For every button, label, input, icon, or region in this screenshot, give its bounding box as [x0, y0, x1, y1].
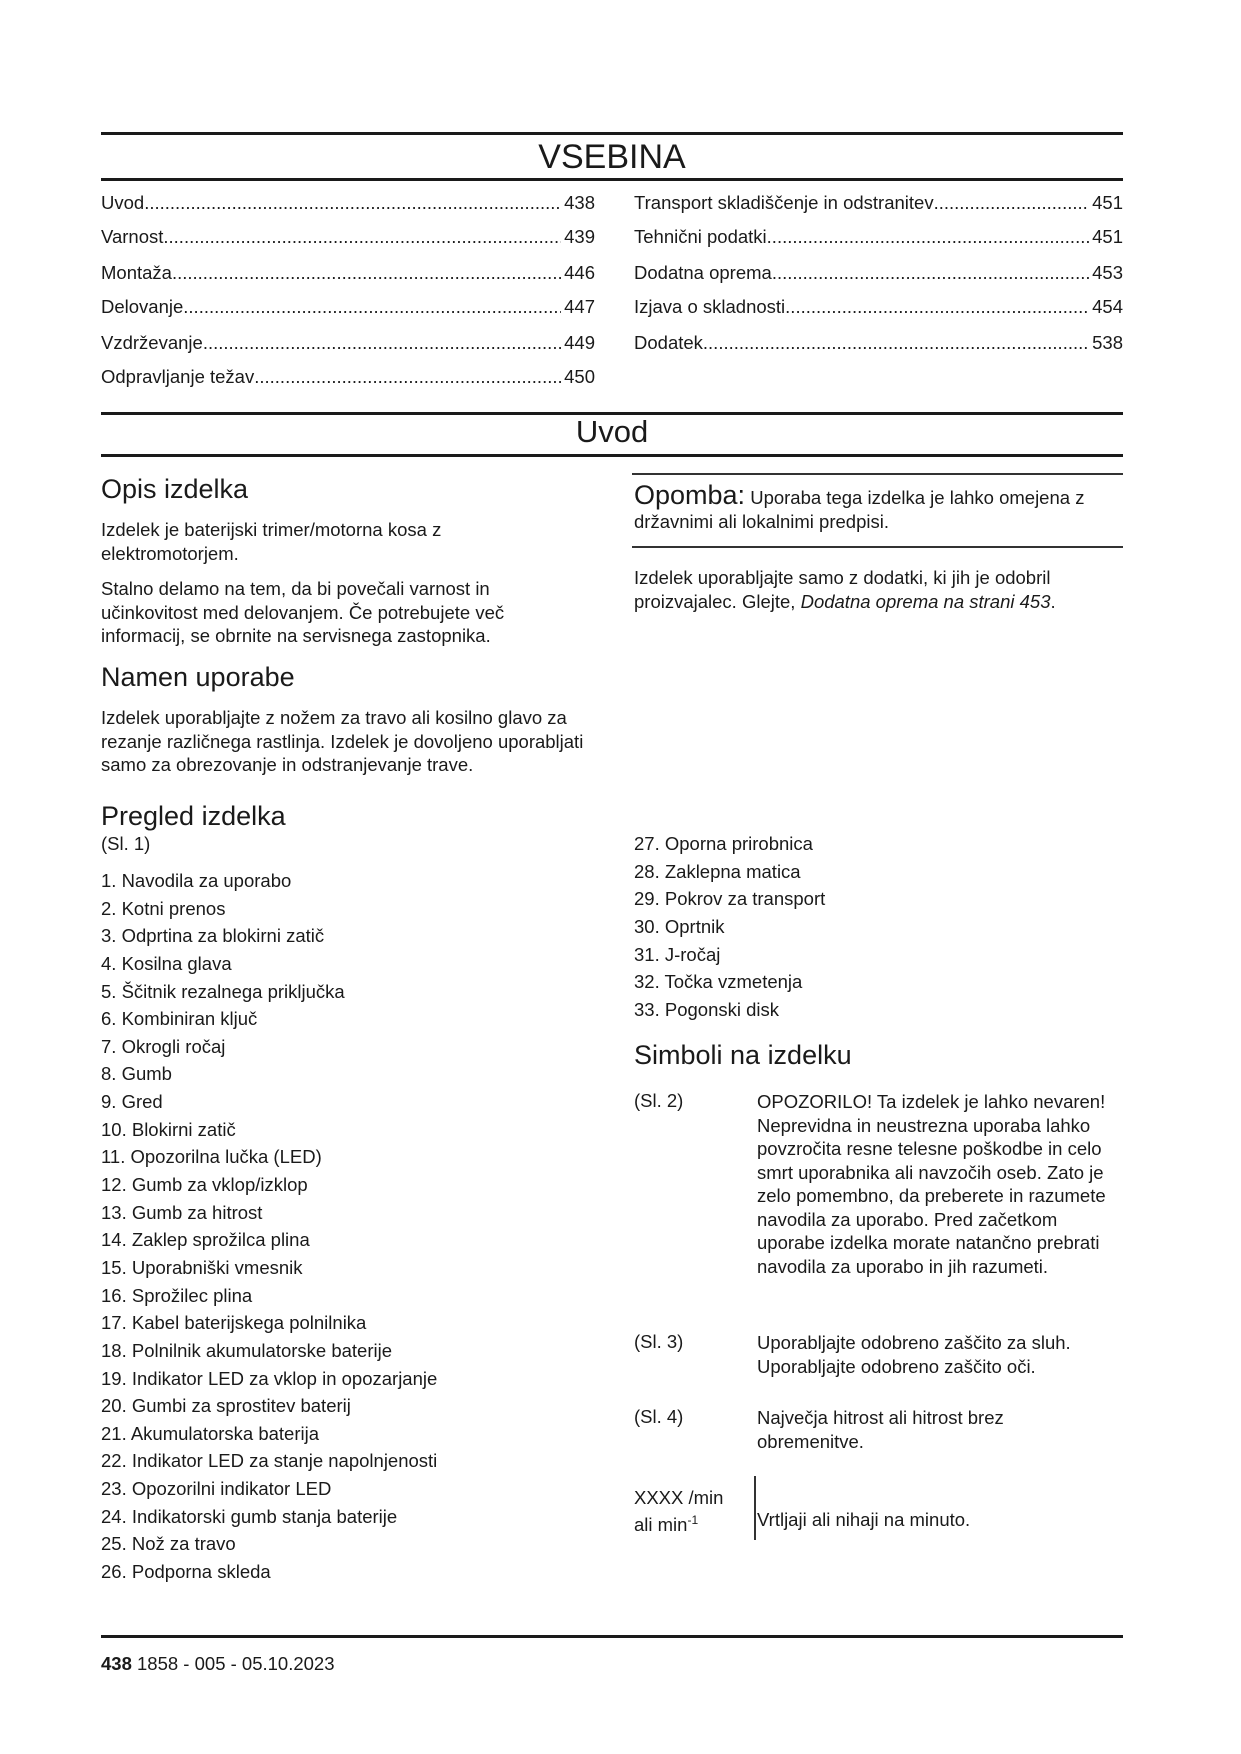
toc-entry-page: 538 [1092, 332, 1123, 353]
list-item: 15. Uporabniški vmesnik [101, 1256, 303, 1278]
list-item: 4. Kosilna glava [101, 952, 232, 974]
toc-entry[interactable] [634, 332, 1123, 354]
rpm-line-2: ali min [634, 1514, 688, 1536]
toc-entry-label: Dodatna oprema [634, 262, 772, 283]
symbol-text-2: OPOZORILO! Ta izdelek je lahko nevaren! Neprevidna in neustrezna uporaba lahko povzročita resne telesne poškodbe in celo smrt uporabnika ali navzočih oseb. Zato je zelo pomembno, da preberete in razumete navodila za uporabo. Pred začetkom uporabe izdelka morate natančno prebrati navodila za uporabo in jih razumeti. [757, 1091, 1106, 1277]
toc-entry[interactable] [634, 226, 1123, 248]
heading-opis: Opis izdelka [101, 474, 249, 504]
toc-entry-page: 447 [564, 296, 595, 317]
toc-entry[interactable] [634, 192, 1123, 214]
list-item: 1. Navodila za uporabo [101, 870, 292, 891]
symbol-text-3: Uporabljajte odobreno zaščito za sluh. Uporabljajte odobreno zaščito oči. [757, 1332, 1071, 1377]
list-item: 30. Oprtnik [634, 915, 725, 937]
accessory-link[interactable]: Dodatna oprema na strani 453 [800, 590, 1051, 612]
accessory-end: . [1050, 590, 1056, 612]
toc-leader-dots [144, 192, 561, 214]
list-item: 29. Pokrov za transport [634, 888, 826, 910]
toc-leader-dots [703, 332, 1089, 354]
toc-entry-label: Izjava o skladnosti [634, 296, 786, 317]
footer-page-number: 438 [101, 1653, 132, 1674]
toc-leader-dots [785, 296, 1089, 318]
toc-entry-label: Dodatek [634, 332, 703, 353]
symbol-text-4: Največja hitrost ali hitrost brez obremenitve. [757, 1407, 1004, 1452]
symbol-ref-2: (Sl. 2) [634, 1090, 684, 1111]
toc-entry-page: 438 [564, 192, 595, 213]
list-item: 6. Kombiniran ključ [101, 1008, 258, 1030]
note [634, 480, 1124, 533]
list-item: 21. Akumulatorska baterija [101, 1422, 320, 1444]
heading-simboli: Simboli na izdelku [634, 1040, 852, 1070]
toc-entry-page: 450 [564, 366, 595, 387]
opis-paragraph-2: Stalno delamo na tem, da bi povečali varnost in učinkovitost med delovanjem. Če potrebujete več informacij, se obrnite na servisnega zastopnika. [101, 578, 505, 646]
toc-leader-dots [163, 226, 561, 248]
rpm-divider [754, 1476, 756, 1540]
list-item: 20. Gumbi za sprostitev baterij [101, 1395, 351, 1417]
opis-paragraph-1: Izdelek je baterijski trimer/motorna kosa z elektromotorjem. [101, 519, 442, 564]
overview-list-left [101, 867, 437, 1586]
toc-entry-label: Odpravljanje težav [101, 366, 255, 387]
toc-entry-label: Tehnični podatki [634, 226, 767, 247]
list-item: 28. Zaklepna matica [634, 860, 801, 882]
figure-ref: (Sl. 1) [101, 833, 151, 854]
toc-entry[interactable] [634, 296, 1123, 318]
accessory-paragraph [634, 566, 1124, 613]
list-item: 5. Ščitnik rezalnega priključka [101, 980, 345, 1002]
list-item: 25. Nož za travo [101, 1533, 236, 1555]
note-text: Uporaba tega izdelka je lahko omejena z državnimi ali lokalnimi predpisi. [634, 487, 1085, 532]
list-item: 31. J-ročaj [634, 943, 721, 965]
list-item: 18. Polnilnik akumulatorske baterije [101, 1339, 393, 1361]
list-item: 2. Kotni prenos [101, 897, 226, 919]
list-item: 33. Pogonski disk [634, 998, 780, 1020]
toc-leader-dots [254, 366, 561, 388]
list-item: 24. Indikatorski gumb stanja baterije [101, 1505, 398, 1527]
list-item: 27. Oporna prirobnica [634, 833, 813, 854]
list-item: 19. Indikator LED za vklop in opozarjanje [101, 1367, 438, 1389]
toc-title-rule [101, 178, 1123, 181]
toc-entry[interactable] [101, 332, 595, 354]
symbol-ref-3: (Sl. 3) [634, 1331, 684, 1352]
list-item: 23. Opozorilni indikator LED [101, 1478, 332, 1500]
toc-entry-label: Montaža [101, 262, 172, 283]
rpm-text: Vrtljaji ali nihaji na minuto. [757, 1509, 971, 1530]
toc-entry-page: 446 [564, 262, 595, 283]
list-item: 14. Zaklep sprožilca plina [101, 1229, 310, 1251]
list-item: 26. Podporna skleda [101, 1561, 271, 1583]
toc-leader-dots [767, 226, 1089, 248]
toc-entry[interactable] [101, 296, 595, 318]
toc-entry-page: 439 [564, 226, 595, 247]
list-item: 16. Sprožilec plina [101, 1284, 253, 1306]
section-rule-bottom [101, 454, 1123, 457]
heading-namen: Namen uporabe [101, 662, 295, 692]
footer [101, 1653, 335, 1675]
list-item: 3. Odprtina za blokirni zatič [101, 925, 325, 947]
heading-pregled: Pregled izdelka [101, 801, 286, 831]
toc-entry-label: Delovanje [101, 296, 184, 317]
toc-entry-page: 453 [1092, 262, 1123, 283]
toc-title: VSEBINA [538, 138, 686, 176]
rpm-line-1: XXXX /min [634, 1487, 724, 1508]
toc-leader-dots [772, 262, 1089, 284]
section-title: Uvod [575, 414, 649, 449]
list-item: 7. Okrogli ročaj [101, 1035, 226, 1057]
toc-entry[interactable] [101, 366, 595, 388]
footer-rule [101, 1635, 1123, 1638]
toc-entry-page: 451 [1092, 192, 1123, 213]
toc-entry-label: Transport skladiščenje in odstranitev [634, 192, 934, 213]
toc-leader-dots [183, 296, 561, 318]
top-rule [101, 132, 1123, 135]
toc-entry-label: Varnost [101, 226, 164, 247]
toc-entry-label: Uvod [101, 192, 145, 213]
toc-leader-dots [203, 332, 561, 354]
rpm-symbol [634, 1486, 723, 1536]
list-item: 10. Blokirni zatič [101, 1118, 236, 1140]
list-item: 8. Gumb [101, 1063, 172, 1085]
toc-entry-label: Vzdrževanje [101, 332, 203, 353]
list-item: 17. Kabel baterijskega polnilnika [101, 1312, 367, 1334]
list-item: 11. Opozorilna lučka (LED) [101, 1146, 322, 1168]
namen-paragraph: Izdelek uporabljajte z nožem za travo ali kosilno glavo za rezanje različnega rastlinja. Izdelek je dovoljeno uporabljati samo za obrezovanje in odstranjevanje trave. [101, 707, 584, 775]
toc-entry[interactable] [101, 192, 595, 214]
list-item: 22. Indikator LED za stanje napolnjenosti [101, 1450, 438, 1472]
note-label: Opomba: [634, 480, 746, 510]
list-item: 13. Gumb za hitrost [101, 1201, 263, 1223]
toc-entry-page: 451 [1092, 226, 1123, 247]
toc-leader-dots [172, 262, 561, 284]
note-rule-top [632, 473, 1123, 475]
symbol-ref-4: (Sl. 4) [634, 1406, 684, 1427]
toc-leader-dots [934, 192, 1090, 214]
accessory-text: Izdelek uporabljajte samo z dodatki, ki jih je odobril proizvajalec. Glejte, [634, 567, 1051, 612]
list-item: 9. Gred [101, 1091, 163, 1113]
list-item: 32. Točka vzmetenja [634, 971, 803, 993]
rpm-sup: -1 [687, 1513, 699, 1527]
toc-entry-page: 454 [1092, 296, 1123, 317]
toc-entry[interactable] [634, 262, 1123, 284]
note-rule-bottom [632, 546, 1123, 548]
footer-doc-id: 1858 - 005 - 05.10.2023 [137, 1653, 335, 1674]
toc-entry-page: 449 [564, 332, 595, 353]
overview-list-right [634, 830, 825, 1023]
toc-entry[interactable] [101, 226, 595, 248]
toc-entry[interactable] [101, 262, 595, 284]
list-item: 12. Gumb za vklop/izklop [101, 1174, 308, 1196]
